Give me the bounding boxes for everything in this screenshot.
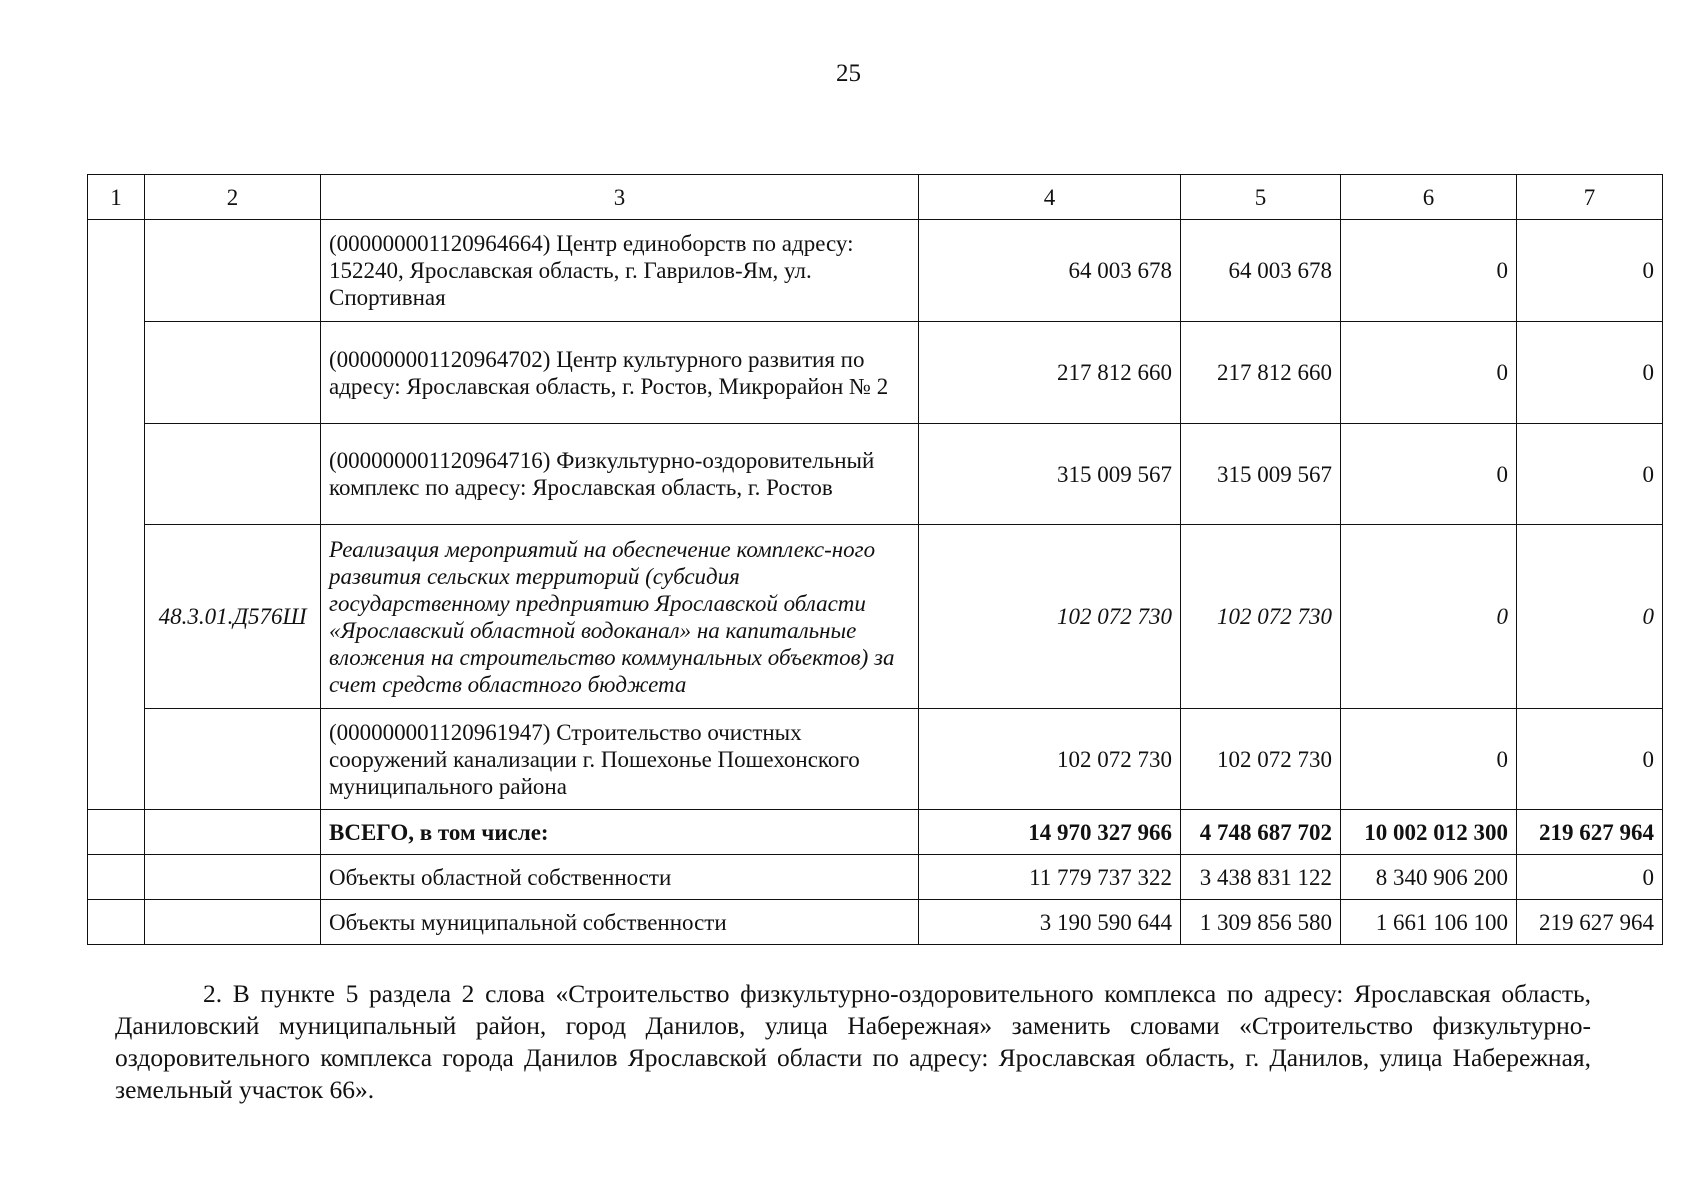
description-cell: (000000001120964716) Физкультурно-оздоровительный комплекс по адресу: Ярославская область, г. Ростов: [321, 424, 919, 525]
value-cell: 64 003 678: [1181, 220, 1341, 322]
description-cell: ВСЕГО, в том числе:: [321, 810, 919, 855]
value-cell: 64 003 678: [919, 220, 1181, 322]
value-cell: 0: [1517, 709, 1663, 810]
description-cell: Объекты муниципальной собственности: [321, 900, 919, 945]
table-row: [88, 220, 1663, 322]
value-cell: 0: [1341, 525, 1517, 709]
header-cell: 2: [145, 175, 321, 220]
value-cell: 11 779 737 322: [919, 855, 1181, 900]
table-header-row: [88, 175, 1663, 220]
header-cell: 7: [1517, 175, 1663, 220]
value-cell: 10 002 012 300: [1341, 810, 1517, 855]
value-cell: 3 438 831 122: [1181, 855, 1341, 900]
header-cell: 3: [321, 175, 919, 220]
value-cell: 4 748 687 702: [1181, 810, 1341, 855]
table-row: [88, 424, 1663, 525]
page-number: 25: [836, 60, 861, 87]
table-row: [88, 855, 1663, 900]
table-row: [88, 709, 1663, 810]
row-number-cell: [88, 900, 145, 945]
value-cell: 0: [1517, 525, 1663, 709]
value-cell: 14 970 327 966: [919, 810, 1181, 855]
row-number-cell: [88, 810, 145, 855]
value-cell: 219 627 964: [1517, 900, 1663, 945]
description-cell: Объекты областной собственности: [321, 855, 919, 900]
value-cell: 0: [1341, 424, 1517, 525]
value-cell: 102 072 730: [919, 525, 1181, 709]
row-number-cell: [88, 220, 145, 810]
code-cell: [145, 709, 321, 810]
value-cell: 1 309 856 580: [1181, 900, 1341, 945]
value-cell: 8 340 906 200: [1341, 855, 1517, 900]
table-row-subsidy: [88, 525, 1663, 709]
value-cell: 0: [1517, 322, 1663, 424]
value-cell: 217 812 660: [1181, 322, 1341, 424]
value-cell: 1 661 106 100: [1341, 900, 1517, 945]
value-cell: 315 009 567: [919, 424, 1181, 525]
table-row-total: [88, 810, 1663, 855]
value-cell: 102 072 730: [919, 709, 1181, 810]
header-cell: 6: [1341, 175, 1517, 220]
code-cell: 48.3.01.Д576Ш: [145, 525, 321, 709]
code-cell: [145, 424, 321, 525]
header-cell: 5: [1181, 175, 1341, 220]
description-cell: (000000001120964702) Центр культурного развития по адресу: Ярославская область, г. Ростов, Микрорайон № 2: [321, 322, 919, 424]
amendment-paragraph: 2. В пункте 5 раздела 2 слова «Строительство физкультурно-оздоровительного комплекса по адресу: Ярославская область, Даниловский муниципальный район, город Данилов, улица Набережная» заменить словами «Строительство физкультурно-оздоровительного комплекса города Данилов Ярославской области по адресу: Ярославская область, г. Данилов, улица Набережная, земельный участок 66».: [115, 979, 1591, 1104]
header-cell: 1: [88, 175, 145, 220]
value-cell: 0: [1341, 220, 1517, 322]
code-cell: [145, 322, 321, 424]
value-cell: 102 072 730: [1181, 709, 1341, 810]
table-row: [88, 322, 1663, 424]
value-cell: 217 812 660: [919, 322, 1181, 424]
value-cell: 0: [1517, 220, 1663, 322]
code-cell: [145, 220, 321, 322]
value-cell: 3 190 590 644: [919, 900, 1181, 945]
value-cell: 0: [1341, 322, 1517, 424]
code-cell: [145, 810, 321, 855]
budget-table: [87, 174, 1663, 945]
value-cell: 0: [1517, 424, 1663, 525]
value-cell: 0: [1517, 855, 1663, 900]
code-cell: [145, 900, 321, 945]
value-cell: 315 009 567: [1181, 424, 1341, 525]
value-cell: 102 072 730: [1181, 525, 1341, 709]
value-cell: 0: [1341, 709, 1517, 810]
description-cell: (000000001120964664) Центр единоборств по адресу: 152240, Ярославская область, г. Гаврилов-Ям, ул. Спортивная: [321, 220, 919, 322]
table-row: [88, 900, 1663, 945]
description-cell: (000000001120961947) Строительство очистных сооружений канализации г. Пошехонье Пошехонского муниципального района: [321, 709, 919, 810]
code-cell: [145, 855, 321, 900]
row-number-cell: [88, 855, 145, 900]
header-cell: 4: [919, 175, 1181, 220]
value-cell: 219 627 964: [1517, 810, 1663, 855]
description-cell: Реализация мероприятий на обеспечение комплекс-ного развития сельских территорий (субсидия государственному предприятию Ярославской области «Ярославский областной водоканал» на капитальные вложения на строительство коммунальных объектов) за счет средств областного бюджета: [321, 525, 919, 709]
